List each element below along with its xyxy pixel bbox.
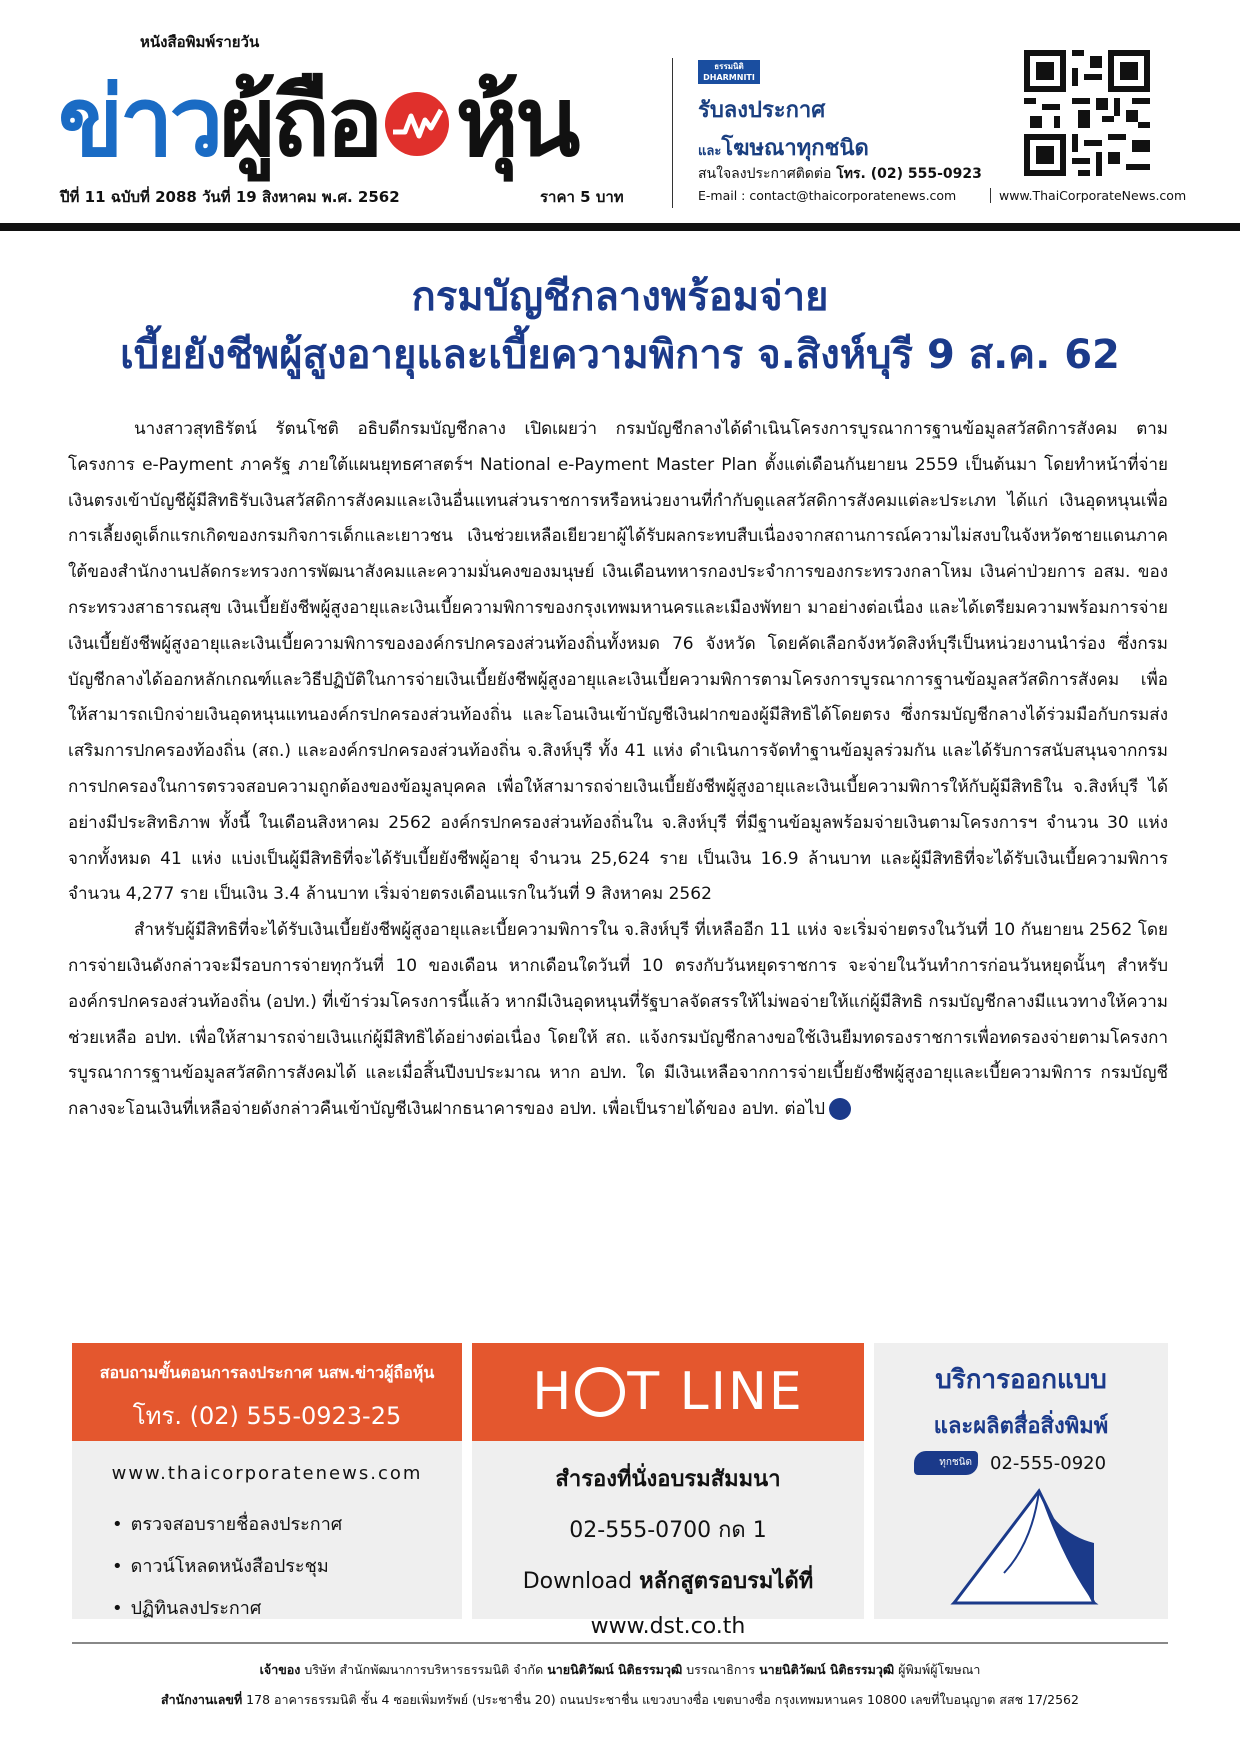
footer-editor-role: บรรณาธิการ: [686, 1662, 756, 1677]
masthead-rule: [0, 223, 1240, 231]
masthead-tagline: หนังสือพิมพ์รายวัน: [140, 33, 260, 51]
footer-address: [0, 1690, 1240, 1710]
list-item: • ดาวน์โหลดหนังสือประชุม: [112, 1546, 462, 1588]
footer-rule: [72, 1642, 1168, 1644]
hotline-header: [472, 1343, 864, 1441]
footer-publisher-name: นายนิติวัฒน์ นิติธรรมวุฒิ: [759, 1662, 895, 1677]
notice-info-website[interactable]: www.thaicorporatenews.com: [111, 1463, 423, 1484]
design-service-phone[interactable]: 02-555-0920: [990, 1452, 1107, 1474]
article-body: [68, 412, 1168, 1128]
headline-line-2: เบี้ยยังชีพผู้สูงอายุและเบี้ยความพิการ จ.สิงห์บุรี 9 ส.ค. 62: [120, 332, 1120, 378]
notice-info-phone[interactable]: โทร. (02) 555-0923-25: [132, 1402, 402, 1430]
contact-email[interactable]: E-mail : contact@thaicorporatenews.com: [698, 188, 957, 203]
logo-word-news: ข่าว: [58, 66, 220, 178]
ad-contact-label: สนใจลงประกาศติดต่อ: [698, 166, 832, 182]
hotline-website[interactable]: www.dst.co.th: [590, 1614, 746, 1639]
dharmniti-logo-en: DHARMNITI: [703, 73, 755, 82]
ad-line-2-prefix: และ: [698, 144, 722, 159]
qr-code-icon[interactable]: [1024, 50, 1150, 176]
dharmniti-logo: [698, 60, 760, 84]
design-service-title: บริการออกแบบ: [935, 1365, 1107, 1395]
masthead-divider: [672, 58, 673, 208]
hotline-download-prefix: Download: [522, 1569, 640, 1594]
ad-line-1: รับลงประกาศ: [698, 98, 826, 123]
list-item: • ตรวจสอบรายชื่อลงประกาศ: [112, 1504, 462, 1546]
website-link[interactable]: www.ThaiCorporateNews.com: [990, 188, 1186, 203]
headline-line-1: กรมบัญชีกลางพร้อมจ่าย: [411, 274, 829, 320]
notice-info-header: [72, 1343, 462, 1441]
ad-line-2: [698, 130, 869, 165]
article-paragraph-2: [68, 913, 1168, 1128]
article-headline: [0, 268, 1240, 384]
logo-word-stock: หุ้น: [455, 66, 577, 178]
stock-chart-icon: [385, 92, 449, 156]
footer-office-text: 178 อาคารธรรมนิติ ชั้น 4 ซอยเพิ่มทรัพย์ (ประชาชื่น 20) ถนนประชาชื่น แขวงบางซื่อ เขตบางซื่อ กรุงเทพมหานคร 10800 เลขที่ใบอนุญาต สสช 17/2562: [246, 1692, 1079, 1707]
hotline-title-h: H: [532, 1362, 574, 1422]
hotline-download-bold: หลักสูตรอบรมได้ที่: [639, 1569, 814, 1594]
design-service-box: [874, 1343, 1168, 1619]
issue-price: ราคา 5 บาท: [540, 188, 624, 206]
hotline-seminar-label: สำรองที่นั่งอบรมสัมมนา: [555, 1467, 781, 1492]
dharmniti-logo-thai: ธรรมนิติ: [714, 62, 744, 71]
end-mark-icon: [829, 1098, 851, 1120]
masthead: [0, 0, 1240, 235]
footer-owner-text: บริษัท สำนักพัฒนาการบริหารธรรมนิติ จำกัด: [304, 1662, 544, 1677]
notice-info-box: [72, 1343, 462, 1619]
footer-owner-label: เจ้าของ: [259, 1662, 301, 1677]
footer-office-label: สำนักงานเลขที่: [161, 1692, 243, 1707]
hotline-download: [472, 1563, 864, 1598]
notice-info-heading: สอบถามขั้นตอนการลงประกาศ นสพ.ข่าวผู้ถือหุ้น: [99, 1363, 435, 1382]
issue-info: ปีที่ 11 ฉบับที่ 2088 วันที่ 19 สิงหาคม พ.ศ. 2562: [60, 188, 400, 206]
hotline-title-rest: T LINE: [627, 1362, 804, 1422]
hotline-box: [472, 1343, 864, 1639]
brush-label: ทุกชนิด: [914, 1451, 978, 1475]
ad-contact-phone[interactable]: โทร. (02) 555-0923: [836, 166, 982, 182]
footer-editor-name: นายนิติวัฒน์ นิติธรรมวุฒิ: [547, 1662, 683, 1677]
newspaper-logo[interactable]: [58, 40, 577, 178]
notice-info-list: [72, 1504, 462, 1630]
article-paragraph-2-text: สำหรับผู้มีสิทธิที่จะได้รับเงินเบี้ยยังชีพผู้สูงอายุและเบี้ยความพิการใน จ.สิงห์บุรี ที่เหลืออีก 11 แห่ง จะเริ่มจ่ายตรงในวันที่ 10 กันยายน 2562 โดยการจ่ายเงินดังกล่าวจะมีรอบการจ่ายทุกวันที่ 10 ของเดือน หากเดือนใดวันที่ 10 ตรงกับวันหยุดราชการ จะจ่ายในวันทำการก่อนวันหยุดนั้นๆ สำหรับองค์กรปกครองส่วนท้องถิ่น (อปท.) ที่เข้าร่วมโครงการนี้แล้ว หากมีเงินอุดหนุนที่รัฐบาลจัดสรรให้ไม่พอจ่ายให้แก่ผู้มีสิทธิ กรมบัญชีกลางมีแนวทางให้ความช่วยเหลือ อปท. เพื่อให้สามารถจ่ายเงินแก่ผู้มีสิทธิได้อย่างต่อเนื่อง โดยให้ สถ. แจ้งกรมบัญชีกลางขอใช้เงินยืมทดรองราชการเพื่อทดรองจ่ายตามโครงการบูรณาการฐานข้อมูลสวัสดิการสังคมได้ และเมื่อสิ้นปีงบประมาณ หาก อปท. ใด มีเงินเหลือจากการจ่ายเบี้ยยังชีพผู้สูงอายุและเบี้ยความพิการ กรมบัญชีกลางจะโอนเงินที่เหลือจ่ายดังกล่าวคืนเข้าบัญชีเงินฝากธนาคารของ อปท. เพื่อเป็นรายได้ของ อปท. ต่อไป: [68, 920, 1168, 1120]
ad-line-2-text: โฆษณาทุกชนิด: [721, 136, 869, 161]
printed-paper-icon: [944, 1483, 1104, 1609]
logo-word-holder: ผู้ถือ: [219, 66, 380, 178]
footer-ownership: [0, 1660, 1240, 1680]
ad-contact: [698, 163, 982, 185]
design-service-subtitle: และผลิตสื่อสิ่งพิมพ์: [933, 1414, 1109, 1439]
design-service-contact: [914, 1451, 1106, 1475]
footer-publisher-role: ผู้พิมพ์ผู้โฆษณา: [898, 1662, 981, 1677]
list-item: • ปฏิทินลงประกาศ: [112, 1588, 462, 1630]
hotline-phone[interactable]: 02-555-0700 กด 1: [569, 1518, 767, 1543]
article-paragraph-1: นางสาวสุทธิรัตน์ รัตนโชติ อธิบดีกรมบัญชีกลาง เปิดเผยว่า กรมบัญชีกลางได้ดำเนินโครงการบูรณาการฐานข้อมูลสวัสดิการสังคม ตามโครงการ e-Payment ภาครัฐ ภายใต้แผนยุทธศาสตร์ฯ National e-Payment Master Plan ตั้งแต่เดือนกันยายน 2559 เป็นต้นมา โดยทำหน้าที่จ่ายเงินตรงเข้าบัญชีผู้มีสิทธิรับเงินสวัสดิการสังคมและเงินอื่นแทนส่วนราชการหรือหน่วยงานที่กำกับดูแลสวัสดิการสังคมแต่ละประเภท ได้แก่ เงินอุดหนุนเพื่อการเลี้ยงดูเด็กแรกเกิดของกรมกิจการเด็กและเยาวชน เงินช่วยเหลือเยียวยาผู้ได้รับผลกระทบสืบเนื่องจากสถานการณ์ความไม่สงบในจังหวัดชายแดนภาคใต้ของสำนักงานปลัดกระทรวงการพัฒนาสังคมและความมั่นคงของมนุษย์ เงินเดือนทหารกองประจำการของกระทรวงกลาโหม เงินค่าป่วยการ อสม. ของกระทรวงสาธารณสุข เงินเบี้ยยังชีพผู้สูงอายุและเงินเบี้ยความพิการของกรุงเทพมหานครและเมืองพัทยา มาอย่างต่อเนื่อง และได้เตรียมความพร้อมการจ่ายเงินเบี้ยยังชีพผู้สูงอายุและเงินเบี้ยความพิการขององค์กรปกครองส่วนท้องถิ่นทั้งหมด 76 จังหวัด โดยคัดเลือกจังหวัดสิงห์บุรีเป็นหน่วยงานนำร่อง ซึ่งกรมบัญชีกลางได้ออกหลักเกณฑ์และวิธีปฏิบัติในการจ่ายเงินเบี้ยยังชีพผู้สูงอายุและเงินเบี้ยความพิการตามโครงการบูรณาการฐานข้อมูลสวัสดิการสังคม เพื่อให้สามารถเบิกจ่ายเงินอุดหนุนแทนองค์กรปกครองส่วนท้องถิ่น และโอนเงินเข้าบัญชีเงินฝากของผู้มีสิทธิได้โดยตรง ซึ่งกรมบัญชีกลางได้ร่วมมือกับกรมส่งเสริมการปกครองท้องถิ่น (สถ.) และองค์กรปกครองส่วนท้องถิ่น จ.สิงห์บุรี ทั้ง 41 แห่ง ดำเนินการจัดทำฐานข้อมูลร่วมกัน และได้รับการสนับสนุนจากกรมการปกครองในการตรวจสอบความถูกต้องของข้อมูลบุคคล เพื่อให้สามารถจ่ายเงินเบี้ยยังชีพผู้สูงอายุและเงินเบี้ยความพิการให้กับผู้มีสิทธิใน จ.สิงห์บุรี ได้อย่างมีประสิทธิภาพ ทั้งนี้ ในเดือนสิงหาคม 2562 องค์กรปกครองส่วนท้องถิ่นใน จ.สิงห์บุรี ที่มีฐานข้อมูลพร้อมจ่ายเงินตามโครงการฯ จำนวน 30 แห่ง จากทั้งหมด 41 แห่ง แบ่งเป็นผู้มีสิทธิที่จะได้รับเบี้ยยังชีพผู้อายุ จำนวน 25,624 ราย เป็นเงิน 16.9 ล้านบาท และผู้มีสิทธิที่จะได้รับเงินเบี้ยความพิการ จำนวน 4,277 ราย เป็นเงิน 3.4 ล้านบาท เริ่มจ่ายตรงเดือนแรกในวันที่ 9 สิงหาคม 2562: [68, 419, 1168, 905]
phone-icon: [575, 1367, 625, 1417]
